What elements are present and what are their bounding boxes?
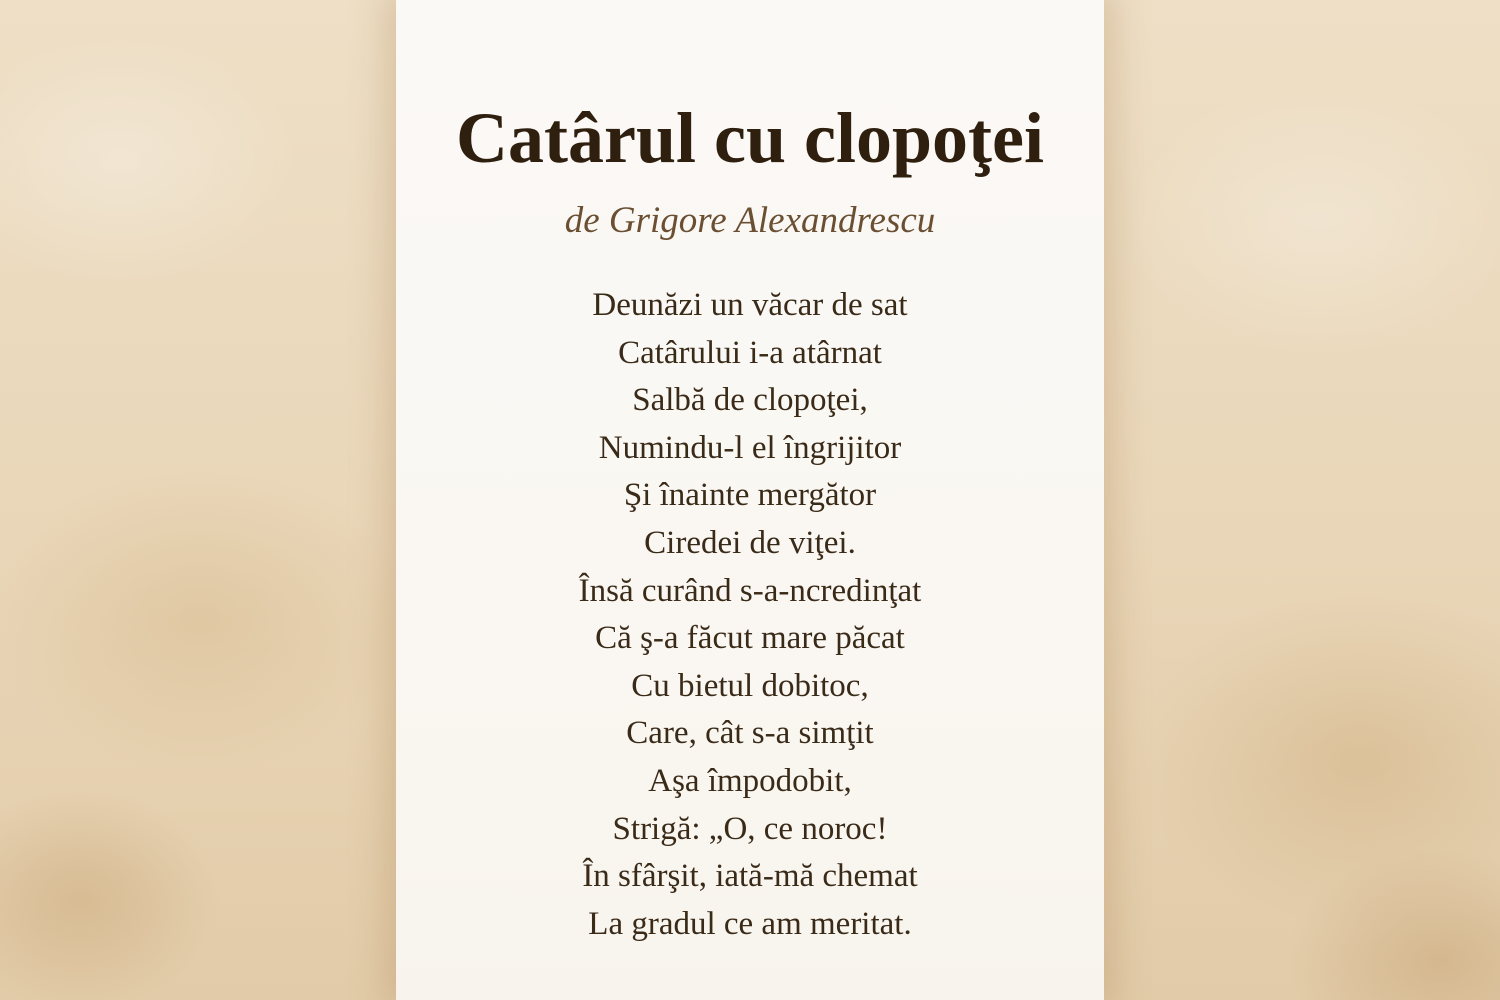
verse-line: Aşa împodobit, bbox=[648, 762, 852, 799]
verse-line: Numindu-l el îngrijitor bbox=[598, 429, 902, 466]
poem-title: Catârul cu clopoţei bbox=[456, 98, 1044, 178]
verse-line: Că ş-a făcut mare păcat bbox=[595, 620, 905, 657]
verse-line: Catârului i-a atârnat bbox=[618, 334, 882, 371]
verse-line: Însă curând s-a-ncredinţat bbox=[578, 572, 922, 609]
poem-verses bbox=[396, 282, 1104, 948]
verse-line: La gradul ce am meritat. bbox=[588, 905, 912, 942]
verse-line: Ciredei de viţei. bbox=[644, 524, 856, 561]
verse-line: Care, cât s-a simţit bbox=[626, 715, 874, 752]
verse-line: Deunăzi un văcar de sat bbox=[592, 287, 908, 323]
poem-page bbox=[396, 0, 1104, 1000]
verse-line: Cu bietul dobitoc, bbox=[631, 667, 869, 704]
verse-line: În sfârşit, iată-mă chemat bbox=[582, 858, 918, 895]
verse-line: Şi înainte mergător bbox=[623, 477, 877, 514]
verse-line: Salbă de clopoţei, bbox=[632, 382, 868, 419]
poem-author: de Grigore Alexandrescu bbox=[564, 200, 936, 241]
verse-line: Strigă: „O, ce noroc! bbox=[612, 810, 888, 847]
